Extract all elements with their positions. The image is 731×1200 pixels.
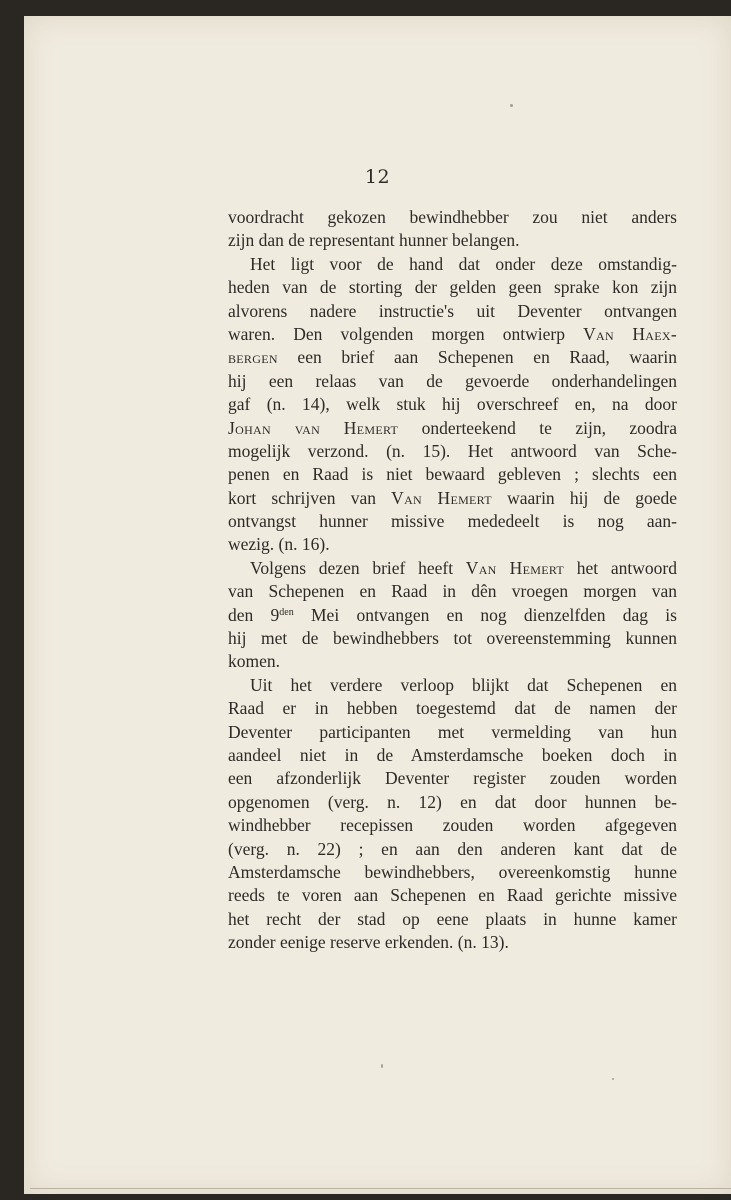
- text-line-30: reeds te voren aan Schepenen en Raad gerichte missive: [228, 885, 677, 906]
- text-line-32: zonder eenige reserve erkenden. (n. 13).: [228, 932, 509, 953]
- text-line-22: Raad er in hebben toegestemd dat de namen der: [228, 698, 677, 719]
- text-line-19: hij met de bewindhebbers tot overeenstemming kunnen: [228, 628, 677, 649]
- text-line-13: [228, 487, 677, 510]
- text-line-17: van Schepenen en Raad in dên vroegen morgen van: [228, 581, 677, 602]
- text-line-3: Het ligt voor de hand dat onder deze omstandig-: [250, 253, 677, 274]
- text-fragment: waarin hij de goede: [491, 487, 677, 508]
- text-line-23: Deventer participanten met vermelding van hun: [228, 721, 677, 742]
- text-line-21: Uit het verdere verloop blijkt dat Schepenen en: [250, 674, 677, 695]
- text-line-18: [228, 604, 677, 627]
- text-line-6: [228, 323, 677, 346]
- text-line-9: gaf (n. 14), welk stuk hij overschreef en, na door: [228, 394, 677, 415]
- text-fragment: Mei ontvangen en nog dienzelfden dag is: [293, 604, 677, 625]
- superscript: den: [279, 606, 294, 618]
- text-line-1: voordracht gekozen bewindhebber zou niet anders: [228, 207, 677, 227]
- text-line-7: [228, 346, 677, 369]
- text-line-29: Amsterdamsche bewindhebbers, overeenkomstig hunne: [228, 861, 677, 882]
- text-line-12: penen en Raad is niet bewaard gebleven ; slechts een: [228, 464, 677, 485]
- name-small-caps: Johan van Hemert: [228, 417, 399, 438]
- text-line-14: ontvangst hunner missive mededeelt is nog aan-: [228, 511, 677, 532]
- name-small-caps: Van Haex-: [583, 323, 677, 344]
- paper-speck: [510, 104, 513, 107]
- text-line-20: komen.: [228, 651, 281, 672]
- text-line-31: het recht der stad op eene plaats in hunne kamer: [228, 908, 677, 929]
- text-line-2: zijn dan de representant hunner belangen.: [228, 230, 520, 251]
- text-line-4: heden van de storting der gelden geen sprake kon zijn: [228, 277, 677, 298]
- name-small-caps: Van Hemert: [391, 487, 492, 508]
- body-text: [228, 206, 677, 955]
- name-small-caps: bergen: [228, 347, 278, 368]
- text-fragment: onderteekend te zijn, zoodra: [398, 417, 677, 438]
- paper-speck: [381, 1064, 383, 1068]
- page-number: 12: [364, 166, 391, 188]
- text-line-16: [228, 557, 677, 580]
- text-fragment: waren. Den volgenden morgen ontwierp: [228, 323, 584, 344]
- text-fragment: den 9: [228, 604, 280, 625]
- text-fragment: een brief aan Schepenen en Raad, waarin: [277, 347, 677, 368]
- paper-speck: [612, 1078, 614, 1080]
- text-line-24: aandeel niet in de Amsterdamsche boeken doch in: [228, 744, 677, 765]
- text-line-8: hij een relaas van de gevoerde onderhandelingen: [228, 370, 677, 391]
- book-page: [24, 16, 731, 1194]
- text-line-5: alvorens nadere instructie's uit Deventer ontvangen: [228, 300, 677, 321]
- page-bottom-edge: [30, 1188, 731, 1189]
- text-line-15: wezig. (n. 16).: [228, 534, 330, 555]
- text-fragment: kort schrijven van: [228, 487, 392, 508]
- text-line-10: [228, 417, 677, 440]
- text-line-25: een afzonderlijk Deventer register zouden worden: [228, 768, 677, 789]
- name-small-caps: Van Hemert: [465, 557, 565, 578]
- text-fragment: Volgens dezen brief heeft: [250, 557, 466, 578]
- text-line-28: (verg. n. 22) ; en aan den anderen kant dat de: [228, 838, 677, 859]
- text-line-11: mogelijk verzond. (n. 15). Het antwoord van Sche-: [228, 440, 677, 461]
- text-line-27: windhebber recepissen zouden worden afgegeven: [228, 815, 677, 836]
- text-fragment: het antwoord: [564, 557, 677, 578]
- text-line-26: opgenomen (verg. n. 12) en dat door hunnen be-: [228, 791, 677, 812]
